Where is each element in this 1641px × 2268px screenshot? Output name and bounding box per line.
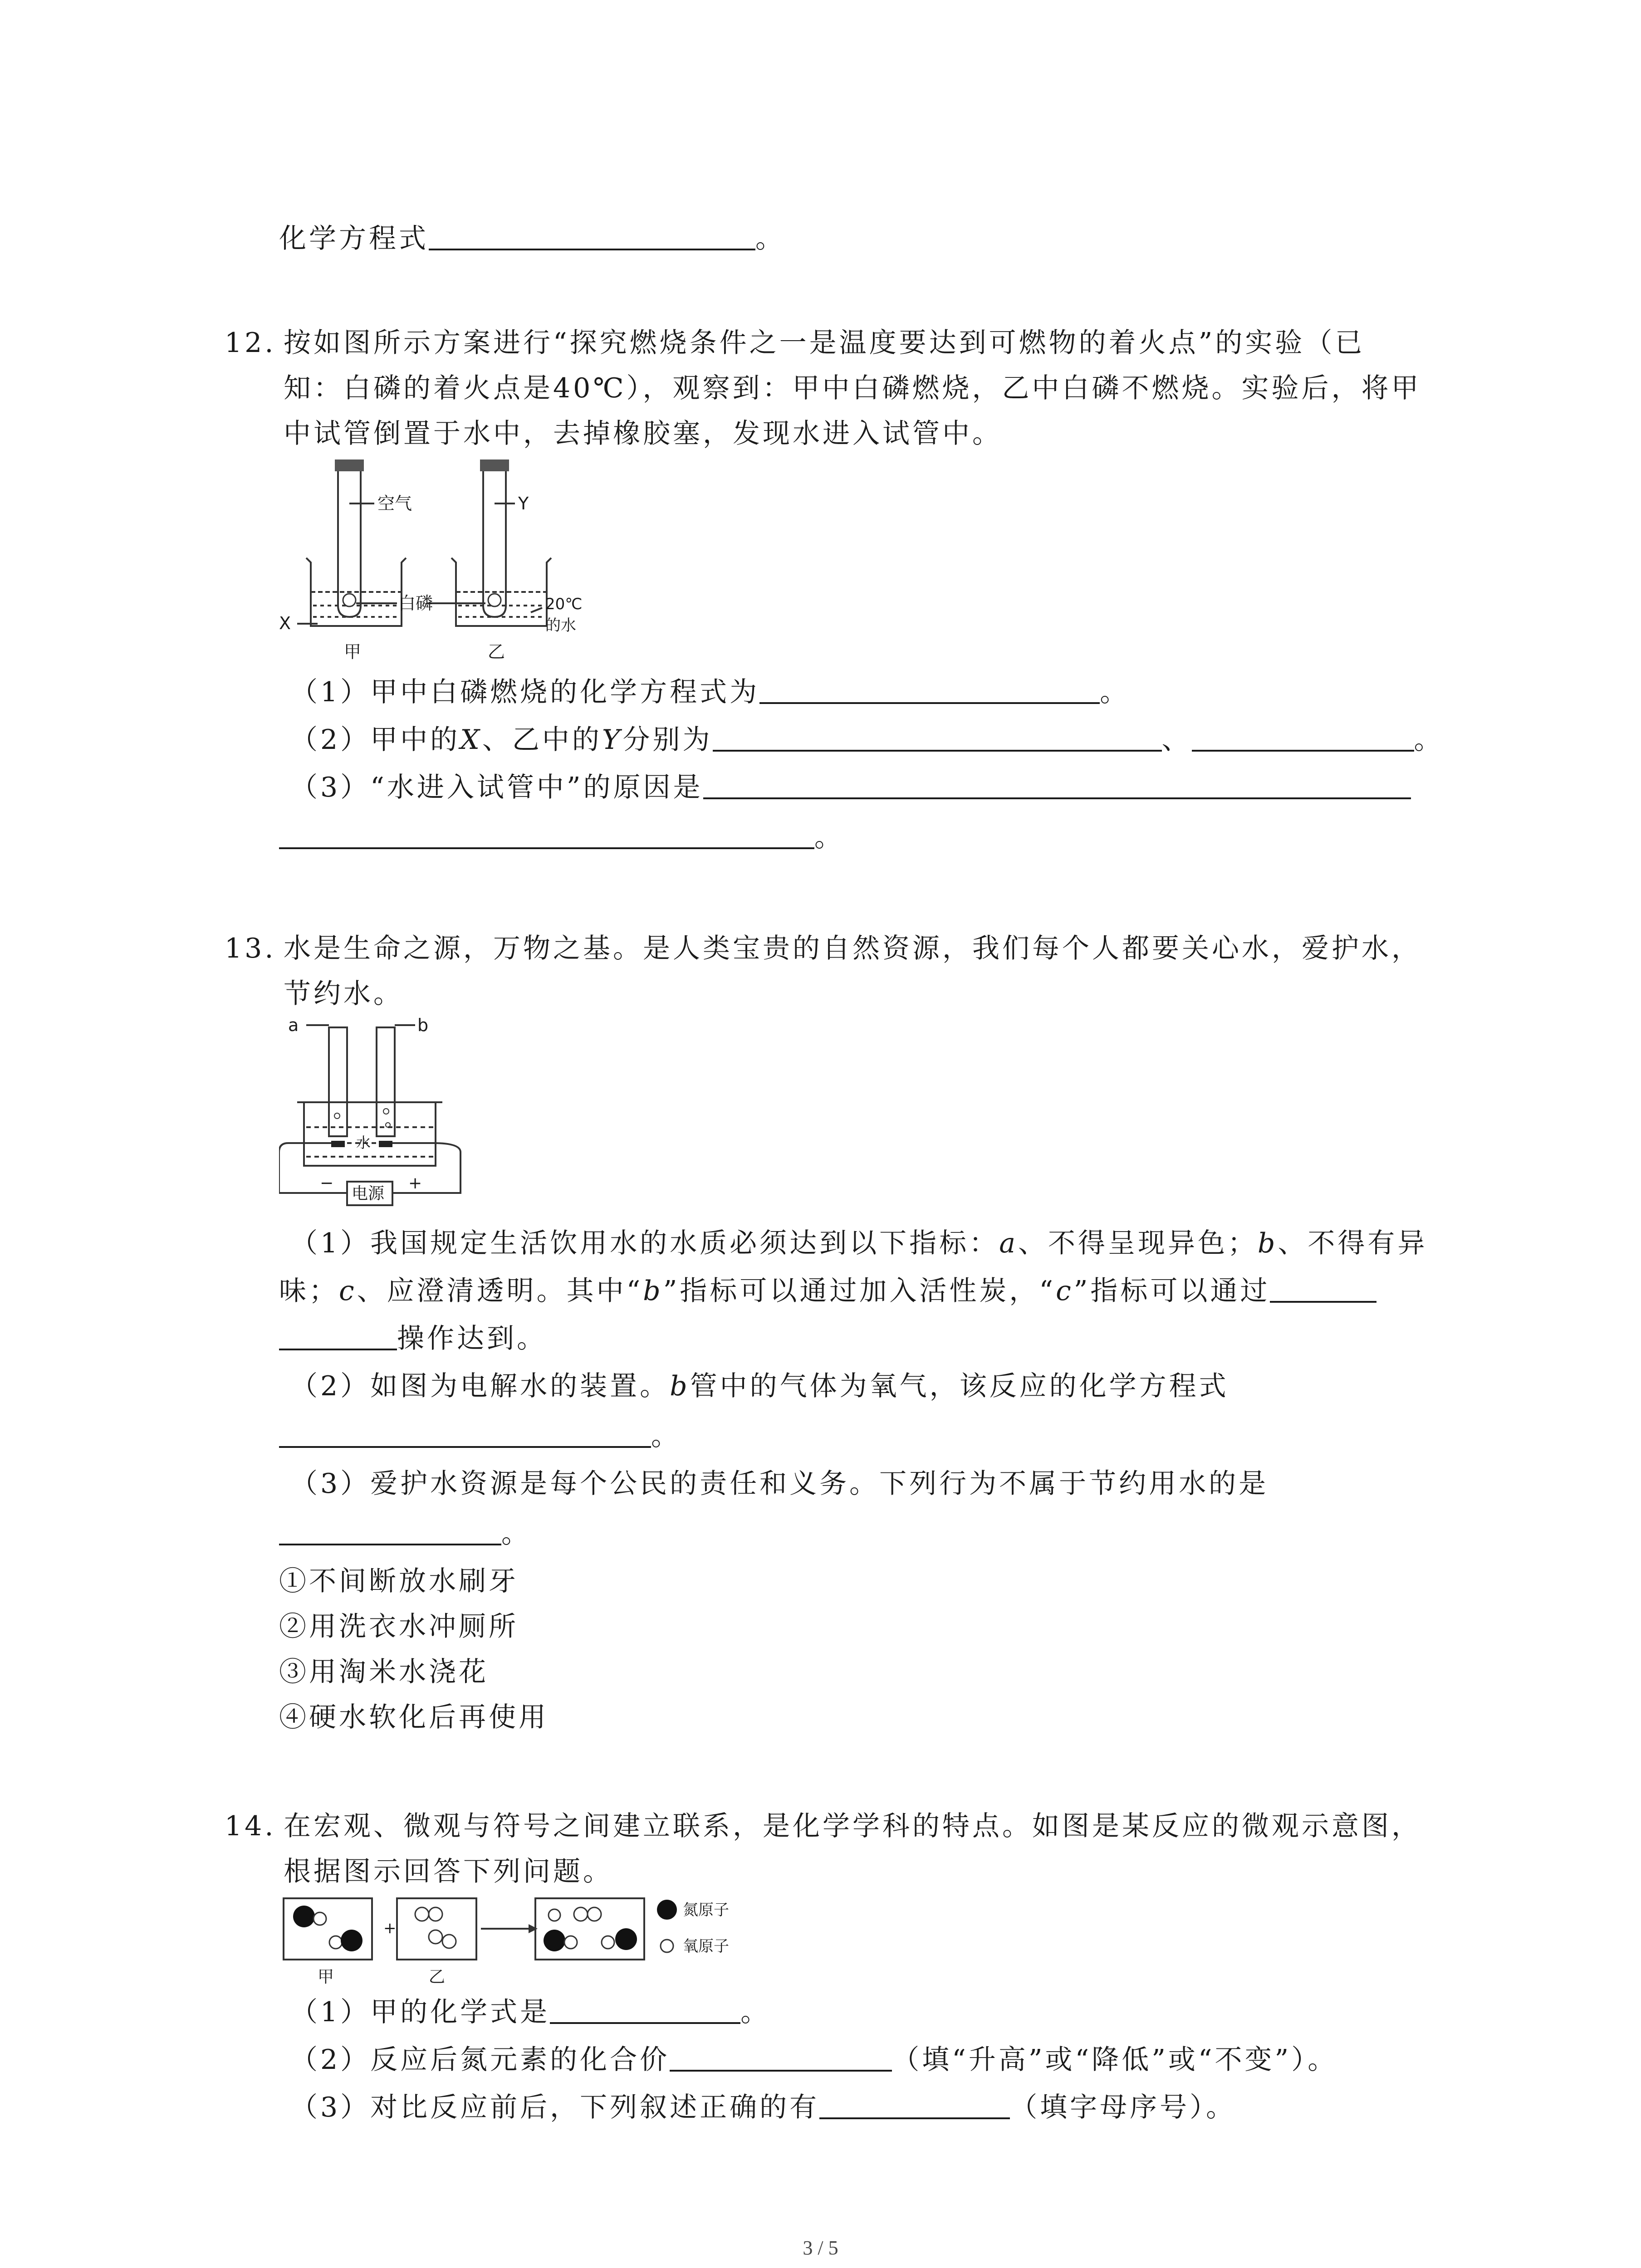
q12-sub2-b: 、乙中的 [482,724,602,756]
q14-figure [277,1892,776,2000]
q13-sub3 [290,1467,1269,1500]
text: ”指标可以通过加入活性炭，“ [663,1275,1056,1307]
text: （2）如图为电解水的装置。 [290,1370,670,1402]
text: 管中的气体为氧气，该反应的化学方程式 [690,1370,1229,1402]
answer-blank[interactable] [429,223,755,250]
yi-label: 乙 [429,1968,446,1986]
answer-blank[interactable] [1192,724,1414,752]
text: （3）爱护水资源是每个公民的责任和义务。下列行为不属于节约用水的是 [290,1468,1269,1500]
plus-sign: + [383,1919,397,1937]
text: （1）甲的化学式是 [290,1996,550,2028]
q12-sub3-cont [279,821,844,854]
text: （3）对比反应前后，下列叙述正确的有 [290,2092,820,2123]
tube-b-label: b [417,1015,429,1035]
punct: 。 [814,821,844,853]
answer-blank[interactable] [703,772,1411,799]
option: ③用淘米水浇花 [279,1656,489,1688]
q12-line-1 [225,327,1365,359]
punct: 。 [651,1420,681,1452]
plus-label: + [408,1174,422,1193]
q12-number: 12. [225,327,276,359]
power-label: 电源 [352,1184,385,1203]
text: （填字母序号）。 [1010,2092,1236,2123]
q14-sub1 [290,1996,770,2028]
x-label: X [279,613,291,633]
text: 味； [279,1275,339,1307]
q12-line-3 [284,417,1002,450]
text: 、不得有异 [1278,1227,1428,1259]
prev-tail-text: 化学方程式 [279,223,429,254]
tube-a-label: a [288,1015,299,1035]
q12-text-1: 按如图所示方案进行“探究燃烧条件之一是温度要达到可燃物的着火点”的实验（已 [284,327,1365,359]
q13-sub1-l1 [290,1227,1427,1260]
jia-label: 甲 [344,642,362,662]
text: （1）我国规定生活饮用水的水质必须达到以下指标： [290,1227,999,1259]
q14-line-2 [284,1855,613,1888]
q12-sub3-text: （3）“水进入试管中”的原因是 [290,772,703,803]
text: （填“升高”或“降低”或“不变”）。 [892,2044,1338,2076]
q13-text-1: 水是生命之源，万物之基。是人类宝贵的自然资源，我们每个人都要关心水，爱护水， [284,933,1421,964]
jia-label: 甲 [318,1968,334,1986]
y-label: Y [518,494,529,513]
q14-text-1: 在宏观、微观与符号之间建立联系，是化学学科的特点。如图是某反应的微观示意图， [284,1810,1421,1842]
answer-blank[interactable] [279,1518,501,1545]
air-label: 空气 [377,494,412,513]
var-c: c [339,1275,357,1307]
var-b: b [643,1275,663,1307]
q12-text-2: 知：白磷的着火点是40℃），观察到：甲中白磷燃烧，乙中白磷不燃烧。实验后，将甲 [284,372,1421,404]
var-y: Y [602,724,623,756]
var-b: b [670,1370,690,1402]
q14-text-2: 根据图示回答下列问题。 [284,1856,613,1887]
q12-sub2-a: （2）甲中的 [290,724,460,756]
answer-blank[interactable] [713,724,1162,752]
n-atom-legend: 氮原子 [683,1901,729,1919]
q13-option-1 [279,1565,519,1598]
var-b: b [1257,1227,1278,1259]
answer-blank[interactable] [279,822,814,849]
answer-blank[interactable] [550,1997,740,2024]
q12-sub2-c: 分别为 [622,724,713,756]
q12-text-3: 中试管倒置于水中，去掉橡胶塞，发现水进入试管中。 [284,418,1002,450]
punct: 、 [1161,724,1192,756]
var-c: c [1056,1275,1074,1307]
q14-number: 14. [225,1810,276,1842]
punct: 。 [1100,676,1130,708]
page-number: 3 / 5 [803,2237,838,2259]
answer-blank[interactable] [279,1323,397,1350]
white-p-label: 白磷 [398,593,433,613]
q13-option-3 [279,1656,489,1688]
q13-text-2: 节约水。 [284,978,403,1010]
q12-sub1 [290,676,1130,709]
var-x: X [460,724,482,756]
q14-sub2 [290,2043,1337,2076]
q13-sub2 [290,1370,1229,1403]
text: ”指标可以通过 [1073,1275,1270,1307]
var-a: a [999,1227,1018,1259]
q12-sub3 [290,771,1411,804]
o-atom-legend: 氧原子 [683,1937,729,1955]
answer-blank[interactable] [819,2092,1010,2119]
text: 操作达到。 [397,1323,547,1354]
punct: 。 [1414,724,1444,756]
q14-line-1 [225,1810,1421,1843]
q13-sub1-l2 [279,1275,1376,1307]
text: 、不得呈现异色； [1018,1227,1258,1259]
q12-sub1-text: （1）甲中白磷燃烧的化学方程式为 [290,676,760,708]
q14-sub3 [290,2091,1236,2124]
q13-sub1-l3 [279,1322,547,1355]
q12-sub2 [290,723,1444,756]
text: 、应澄清透明。其中“ [357,1275,643,1307]
answer-blank[interactable] [759,677,1100,704]
answer-blank[interactable] [670,2044,892,2072]
water-temp-label: 20℃ [545,595,583,613]
minus-label: − [320,1174,334,1193]
option: ②用洗衣水冲厕所 [279,1611,519,1642]
q13-sub2-cont [279,1420,681,1452]
water-label: 水 [356,1134,371,1151]
q13-option-4 [279,1701,549,1734]
q13-figure [279,1014,474,1218]
q13-sub3-cont [279,1517,531,1550]
text: （2）反应后氮元素的化合价 [290,2044,670,2076]
answer-blank[interactable] [1270,1276,1376,1303]
punct: 。 [501,1518,531,1549]
punct: 。 [740,1996,771,2028]
answer-blank[interactable] [279,1421,651,1448]
q13-line-2 [284,978,403,1010]
punct: 。 [755,223,785,254]
q13-line-1 [225,932,1421,965]
option: ④硬水软化后再使用 [279,1701,549,1733]
q12-line-2 [284,372,1421,405]
yi-label: 乙 [488,642,505,662]
q13-option-2 [279,1610,519,1643]
water-label: 的水 [545,616,576,635]
option: ①不间断放水刷牙 [279,1565,519,1597]
q13-number: 13. [225,933,276,964]
prev-tail-line [279,222,785,255]
q12-figure [277,456,622,669]
